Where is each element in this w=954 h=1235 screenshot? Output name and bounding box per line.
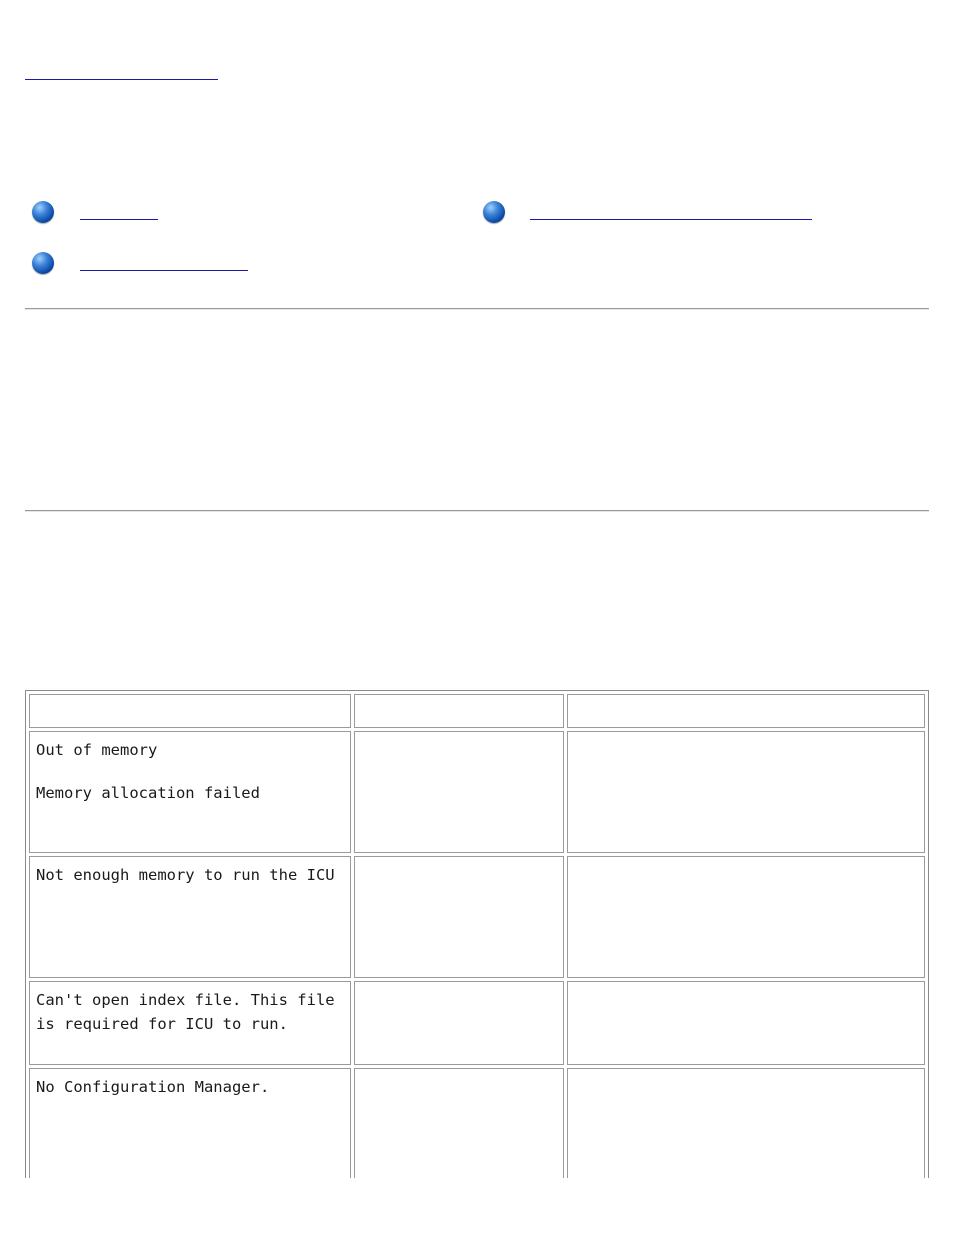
table-header-row bbox=[29, 694, 925, 728]
error-messages-table bbox=[25, 690, 929, 1178]
message-text: Memory allocation failed bbox=[36, 784, 260, 802]
message-text: Can't open index file. This file is required for ICU to run. bbox=[36, 991, 335, 1033]
nav-item-3[interactable] bbox=[32, 252, 252, 276]
horizontal-rule bbox=[25, 510, 929, 512]
message-cell bbox=[29, 981, 351, 1065]
cause-cell bbox=[354, 981, 564, 1065]
cause-cell bbox=[354, 731, 564, 853]
cause-cell bbox=[354, 1068, 564, 1178]
blue-sphere-bullet-icon bbox=[32, 252, 54, 274]
action-cell bbox=[567, 981, 925, 1065]
nav-link-3[interactable] bbox=[80, 256, 248, 271]
message-text: No Configuration Manager. bbox=[36, 1078, 270, 1096]
blue-sphere-bullet-icon bbox=[32, 201, 54, 223]
table-row bbox=[29, 731, 925, 853]
nav-link-2[interactable] bbox=[530, 205, 812, 220]
message-cell bbox=[29, 731, 351, 853]
header-cell bbox=[354, 694, 564, 728]
action-cell bbox=[567, 731, 925, 853]
table-row bbox=[29, 1068, 925, 1178]
action-cell bbox=[567, 1068, 925, 1178]
table-row bbox=[29, 856, 925, 978]
top-link[interactable] bbox=[25, 62, 218, 80]
table-row bbox=[29, 981, 925, 1065]
action-cell bbox=[567, 856, 925, 978]
header-cell bbox=[567, 694, 925, 728]
cause-cell bbox=[354, 856, 564, 978]
nav-link-1[interactable] bbox=[80, 205, 158, 220]
message-text: Out of memory bbox=[36, 741, 158, 759]
nav-item-1[interactable] bbox=[32, 201, 162, 225]
header-cell bbox=[29, 694, 351, 728]
message-cell bbox=[29, 856, 351, 978]
message-cell bbox=[29, 1068, 351, 1178]
nav-item-2[interactable] bbox=[483, 201, 813, 225]
horizontal-rule bbox=[25, 308, 929, 310]
message-text: Not enough memory to run the ICU bbox=[36, 866, 335, 884]
blue-sphere-bullet-icon bbox=[483, 201, 505, 223]
